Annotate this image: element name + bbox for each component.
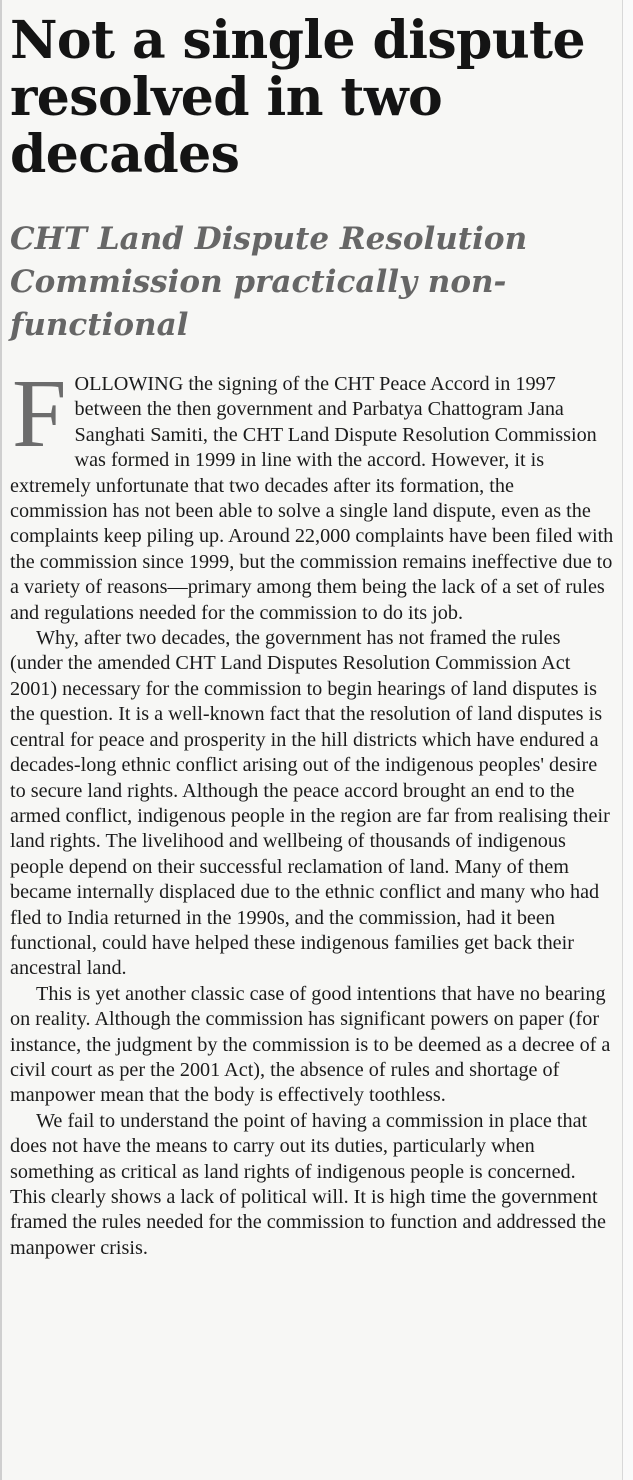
paragraph-1-text: OLLOWING the signing of the CHT Peace Accord in 1997 between the then government and Parbatya Chattogram Jana Sanghati Samiti, the CHT Land Dispute Resolution Commission was formed in 1999 in line with the accord. However, it is extremely unfortunate that two decades after its formation, the commission has not been able to solve a single land dispute, even as the complaints keep piling up. Around 22,000 complaints have been filed with the commission since 1999, but the commission remains ineffective due to a variety of reasons—primary among them being the lack of a set of rules and regulations needed for the commission to do its job. — [10, 373, 614, 624]
paragraph-3: This is yet another classic case of good intentions that have no bearing on reality. Although the commission has significant powers on paper (for instance, the judgment by the commission is to be deemed as a decree of a civil court as per the 2001 Act), the absence of rules and shortage of manpower mean that the body is effectively toothless. — [10, 982, 611, 1107]
subheadline: CHT Land Dispute Resolution Commission practically non-functional — [10, 221, 528, 343]
article-body — [10, 360, 616, 1261]
headline: Not a single dispute resolved in two decades — [10, 10, 585, 185]
left-border — [0, 0, 2, 1480]
paragraph-1 — [10, 360, 616, 626]
right-column-edge — [622, 0, 633, 1480]
paragraph-2: Why, after two decades, the government has not framed the rules (under the amended CHT Land Disputes Resolution Commission Act 2001) necessary for the commission to begin hearings of land disputes is the question. It is a well-known fact that the resolution of land disputes is central for peace and prosperity in the hill districts which have endured a decades-long ethnic conflict arising out of the indigenous peoples' desire to secure land rights. Although the peace accord brought an end to the armed conflict, indigenous people in the region are far from realising their land rights. The livelihood and wellbeing of thousands of indigenous people depend on their successful reclamation of land. Many of them became internally displaced due to the ethnic conflict and many who had fled to India returned in the 1990s, and the commission, had it been functional, could have helped these indigenous families get back their ancestral land. — [10, 627, 610, 980]
paragraph-4: We fail to understand the point of having a commission in place that does not have the means to carry out its duties, particularly when something as critical as land rights of indigenous people is concerned. This clearly shows a lack of political will. It is high time the government framed the rules needed for the commission to function and addressed the manpower crisis. — [10, 1109, 606, 1259]
drop-cap: F — [12, 360, 67, 468]
